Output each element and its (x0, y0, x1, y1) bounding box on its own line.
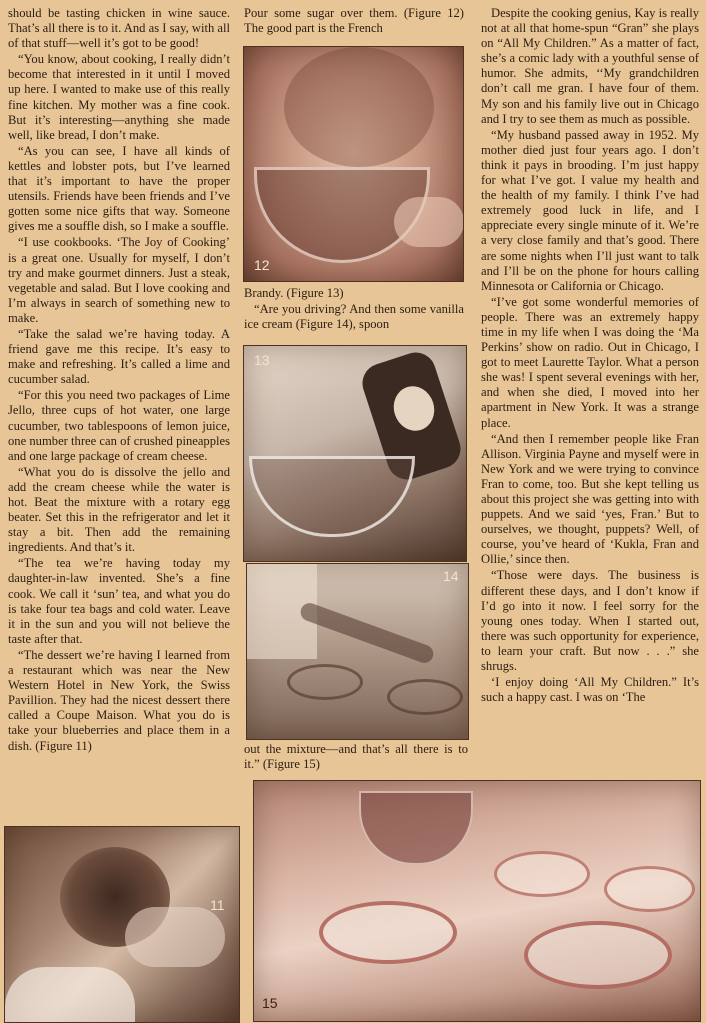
figure-number: 13 (254, 352, 270, 368)
paragraph: “The tea we’re having today my daughter-in-law invented. She’s a fine cook. We call it ‘sun’ tea, and what you do is take four tea bags and cold water. Leave it in the sun and you will not believe the taste after that. (8, 556, 230, 646)
paragraph: “I’ve got some wonderful memories of people. There was an extremely happy time in my life when I was doing the ‘Ma Perkins’ show on radio. Out in Chicago, I got to meet Laurette Taylor. What a person she was! I spent several evenings with her, and when she died, I moved into her apartment in New York. It was a strange place. (481, 294, 699, 430)
paragraph: should be tasting chicken in wine sauce. That’s all there is to it. And as I say, with all of that stuff—well it’s got to be good! (8, 6, 230, 51)
paragraph: Despite the cooking genius, Kay is really not at all that home-spun “Gran” she plays on “All My Children.” As a matter of fact, she’s a comic lady with a youthful sense of humor. She admits, ‘‘My grandchildren don’t call me gran. I have four of them. My son and his family live out in Chicago and I try to see them as much as possible. (481, 6, 699, 126)
paragraph: “And then I remember people like Fran Allison. Virginia Payne and myself were in New York and we were trying to convince Fran to come, too. But she kept telling us about this project she was getting into with puppets. And we said ‘yes, Fran.’ But to ourselves, we thought, puppets? Well, of course, you’ve heard of ‘Kukla, Fran and Ollie,’ since then. (481, 431, 699, 567)
paragraph: “What you do is dissolve the jello and add the cream cheese while the water is hot. Beat the mixture with a rotary egg beater. Set this in the refrigerator and let it stay a bit. Then add the remaining ingredients. And that’s it. (8, 464, 230, 555)
figure-number: 14 (443, 568, 459, 584)
article-column-2-middle (244, 286, 464, 332)
figure-12-photo (243, 46, 464, 282)
paragraph: “My husband passed away in 1952. My mother died just four years ago. I don’t think it pays in brooding. I’m just happy for what I’ve got. I value my health and the health of my family. I think I’ve had extremely good luck in life, and I appreciate every single minute of it. We’re a very close family and that’s good. There are some nights when I’ll just want to talk and I’ll be on the phone for hours calling Minnesota or California or Chicago. (481, 127, 699, 293)
paragraph: ‘I enjoy doing ‘All My Children.” It’s such a happy cast. I was on ‘The (481, 675, 699, 705)
paragraph: “Those were days. The business is different these days, and I don’t know if I’d go into it now. I feel sorry for the young ones today. When I started out, there was such opportunity for experience, to learn your craft. But now . . .” she shrugs. (481, 568, 699, 674)
paragraph: “Take the salad we’re having today. A friend gave me this recipe. It’s easy to make and refreshing. It’s called a lime and cucumber salad. (8, 326, 230, 387)
paragraph: “The dessert we’re having I learned from a restaurant which was near the New Western Hotel in New York, the Swiss Pavillion. They had the nicest dessert there called a Coupe Maison. What you do is take your blueberries and place them in a dish. (Figure 11) (8, 647, 230, 753)
paragraph: “You know, about cooking, I really didn’t become that interested in it until I moved up here. I wanted to make use of this really fine kitchen. My mother was a fine cook. But it’s interesting—anything she made well, like bread, I don’t make. (8, 52, 230, 142)
paragraph: out the mixture—and that’s all there is to it.” (Figure 15) (244, 742, 468, 772)
paragraph: “I use cookbooks. ‘The Joy of Cooking’ is a great one. Usually for myself, I don’t try and make gourmet dinners. Just a steak, vegetable and salad. But I love cooking and I’m always in search of something new to make. (8, 235, 230, 325)
article-column-2-bottom (244, 742, 468, 772)
paragraph: “As you can see, I have all kinds of kettles and lobster pots, but I’ve learned that it’s important to have the proper utensils. Friends have been friends and I’ve gotten some nice gifts that way. Someone gives me a souffle dish, so I make a souffle. (8, 143, 230, 234)
article-column-1 (8, 6, 230, 754)
figure-13-photo (243, 345, 467, 562)
paragraph: “For this you need two packages of Lime Jello, three cups of hot water, one large cucumber, two tablespoons of lemon juice, one number three can of crushed pineapples and one large package of cream cheese. (8, 388, 230, 463)
figure-number: 15 (262, 995, 278, 1011)
paragraph: Brandy. (Figure 13) (244, 286, 344, 300)
figure-15-photo (253, 780, 701, 1022)
figure-number: 12 (254, 257, 270, 273)
article-column-3 (481, 6, 699, 705)
article-column-2-top (244, 6, 464, 36)
paragraph: Pour some sugar over them. (Figure 12) The good part is the French (244, 6, 464, 36)
figure-number: 11 (210, 897, 225, 913)
figure-11-photo (4, 826, 240, 1023)
figure-14-photo (246, 563, 469, 740)
paragraph: “Are you driving? And then some vanilla ice cream (Figure 14), spoon (244, 302, 464, 332)
